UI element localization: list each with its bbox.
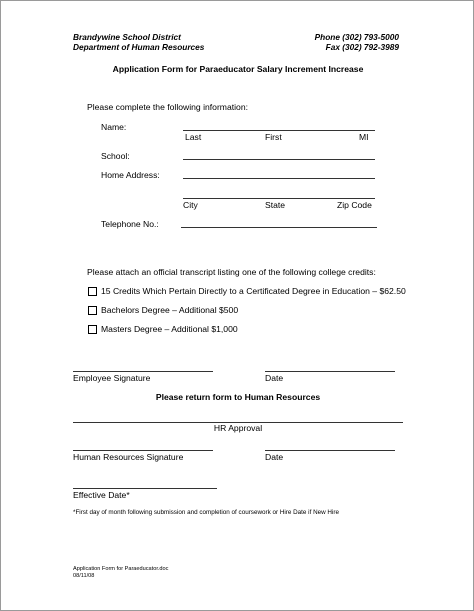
hr-signature-caption: Human Resources Signature (73, 452, 184, 462)
state-caption: State (265, 200, 286, 210)
instructions: Please complete the following information: (87, 102, 248, 112)
employee-signature-line[interactable] (73, 371, 213, 372)
district-name: Brandywine School District (73, 32, 181, 42)
return-instructions: Please return form to Human Resources (155, 392, 321, 402)
phone-number: Phone (302) 793-5000 (314, 32, 399, 42)
footer-filename: Application Form for Paraeducator.doc (73, 566, 169, 572)
credits-15-checkbox[interactable] (88, 287, 97, 296)
effective-date-line[interactable] (73, 488, 217, 489)
school-input-line[interactable] (183, 159, 375, 160)
name-input-line[interactable] (183, 130, 375, 131)
department-name: Department of Human Resources (73, 42, 205, 52)
city-state-zip-input-line[interactable] (183, 198, 375, 199)
credits-prompt: Please attach an official transcript listing one of the following college credits: (87, 267, 376, 277)
zip-code-caption: Zip Code (337, 200, 372, 210)
middle-initial-caption: MI (359, 132, 369, 142)
address-input-line[interactable] (183, 178, 375, 179)
employee-date-caption: Date (265, 373, 284, 383)
bachelors-label: Bachelors Degree – Additional $500 (101, 305, 239, 315)
employee-signature-caption: Employee Signature (73, 373, 151, 383)
masters-checkbox[interactable] (88, 325, 97, 334)
name-label: Name: (101, 122, 127, 132)
hr-date-line[interactable] (265, 450, 395, 451)
last-name-caption: Last (185, 132, 202, 142)
fax-number: Fax (302) 792-3989 (325, 42, 399, 52)
effective-date-caption: Effective Date* (73, 490, 130, 500)
employee-date-line[interactable] (265, 371, 395, 372)
hr-date-caption: Date (265, 452, 284, 462)
form-title: Application Form for Paraeducator Salary Increment Increase (112, 64, 364, 74)
telephone-input-line[interactable] (181, 227, 377, 228)
masters-label: Masters Degree – Additional $1,000 (101, 324, 238, 334)
school-label: School: (101, 151, 130, 161)
hr-approval-heading: HR Approval (213, 423, 263, 433)
telephone-label: Telephone No.: (101, 219, 159, 229)
city-caption: City (183, 200, 198, 210)
footer-date: 08/11/08 (73, 573, 95, 579)
bachelors-checkbox[interactable] (88, 306, 97, 315)
home-address-label: Home Address: (101, 170, 160, 180)
credits-15-label: 15 Credits Which Pertain Directly to a Certificated Degree in Education – $62.50 (101, 286, 406, 296)
hr-signature-line[interactable] (73, 450, 213, 451)
effective-date-footnote: *First day of month following submission and completion of coursework or Hire Date if New Hire (73, 509, 339, 516)
first-name-caption: First (265, 132, 282, 142)
